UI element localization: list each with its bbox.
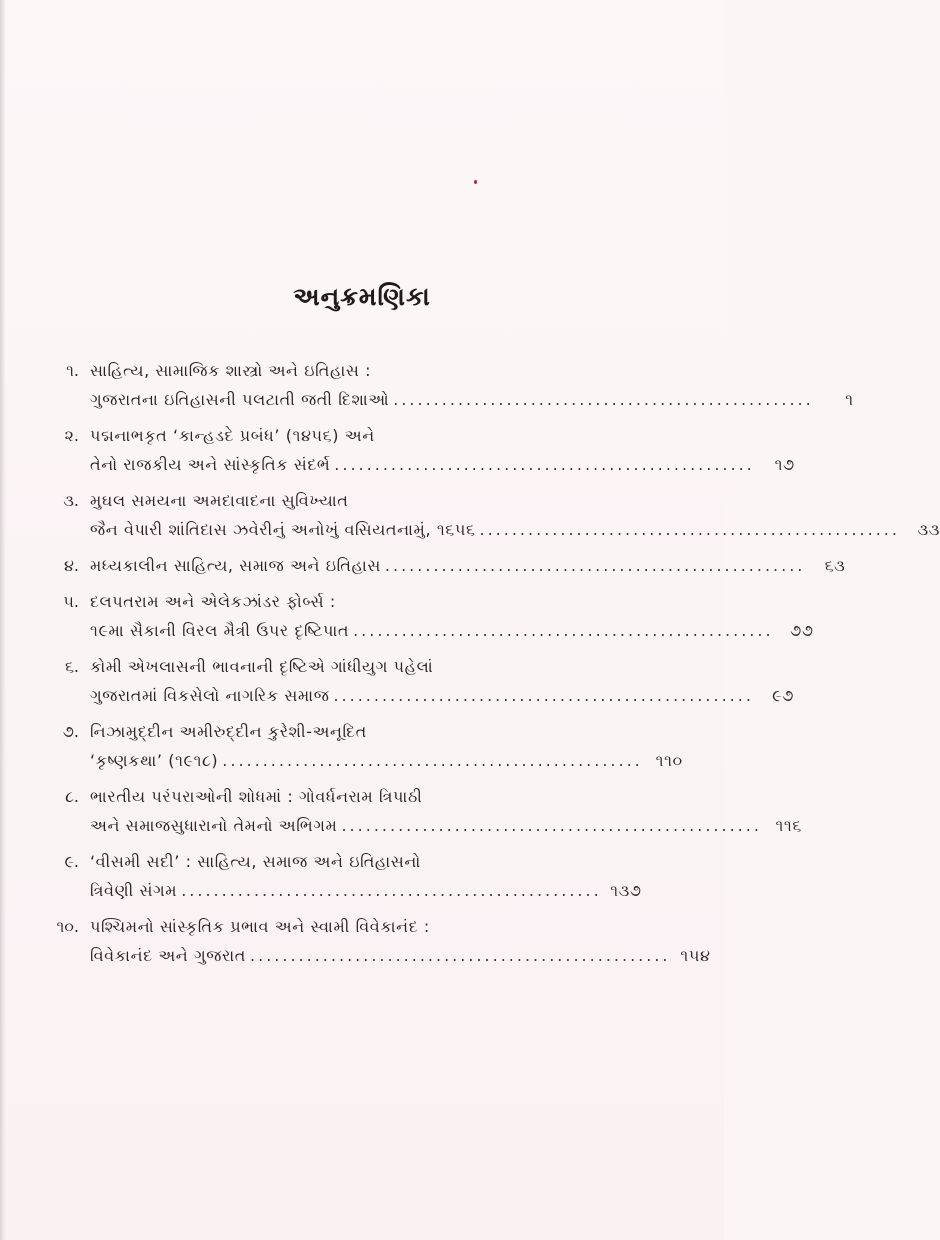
toc-entry — [0, 847, 724, 909]
toc-entry-page-number: ૬૩ — [824, 556, 846, 575]
toc-entry-text: સાહિત્ય, સામાજિક શાસ્ત્રો અને ઇતિહાસ : — [90, 361, 372, 380]
toc-entry-leader-line — [90, 450, 795, 479]
toc-entry-text: મધ્યકાલીન સાહિત્ય, સમાજ અને ઇતિહાસ — [90, 556, 381, 575]
toc-entry-number: ૬. — [64, 657, 79, 676]
toc-entry-leader-line — [90, 515, 940, 544]
toc-entry — [0, 782, 802, 844]
toc-entry — [0, 421, 795, 483]
toc-entry-number: ૭. — [62, 722, 79, 741]
toc-entry-page-number: ૯૭ — [772, 686, 794, 705]
toc-entry — [0, 486, 940, 548]
toc-entry-page-number: ૩૩ — [917, 520, 940, 539]
table-of-contents — [0, 356, 940, 977]
dot-leader: .................................................... — [222, 751, 643, 770]
toc-entry-text: મુઘલ સમયના અમદાવાદના સુવિખ્યાત — [90, 491, 349, 510]
toc-entry-text: નિઝામુદ્દીન અમીરુદ્દીન કુરેશી-અનૂદિત — [90, 722, 367, 741]
toc-entry-text: ગુજરાતના ઇતિહાસની પલટાતી જતી દિશાઓ — [90, 390, 390, 409]
toc-entry-number: ૮. — [65, 787, 79, 806]
dot-leader: .................................................... — [353, 621, 774, 640]
dot-leader: .................................................... — [333, 686, 754, 705]
toc-entry — [0, 551, 846, 584]
toc-entry-number: ૨. — [64, 426, 79, 445]
toc-entry — [0, 912, 724, 974]
toc-entry-number: ૧૦. — [56, 917, 79, 936]
toc-entry-number: ૩. — [63, 491, 79, 510]
dot-leader: .................................................... — [250, 946, 671, 965]
dot-leader: .................................................... — [181, 881, 602, 900]
toc-entry-text: અને સમાજસુધારાનો તેમનો અભિગમ — [90, 816, 338, 835]
toc-entry-text: પદ્મનાભકૃત ‘કાન્હડદે પ્રબંધ’ (૧૪૫૬) અને — [90, 426, 375, 445]
toc-entry-number: ૯. — [64, 852, 79, 871]
toc-entry — [0, 587, 814, 649]
contents-title: અનુક્રમણિકા — [293, 282, 431, 311]
toc-entry-text: દલપતરામ અને એલેકઝાંડર ફોર્બ્સ : — [90, 592, 336, 611]
toc-entry-leader-line — [90, 811, 802, 840]
ink-speck — [474, 180, 477, 184]
toc-entry — [0, 652, 794, 714]
toc-entry-text: જૈન વેપારી શાંતિદાસ ઝવેરીનું અનોખું વસિયતનામું, ૧૬૫૬ — [90, 520, 476, 539]
dot-leader: .................................................... — [393, 390, 814, 409]
toc-entry-text: કોમી એખલાસની ભાવનાની દૃષ્ટિએ ગાંધીયુગ પહેલાં — [90, 657, 434, 676]
dot-leader: .................................................... — [384, 556, 806, 575]
toc-entry-text: ત્રિવેણી સંગમ — [90, 881, 178, 900]
toc-entry-page-number: ૧૭ — [774, 455, 795, 474]
toc-entry — [0, 356, 854, 418]
toc-entry-page-number: ૧૫૪ — [680, 946, 711, 965]
toc-entry-leader-line — [90, 551, 846, 580]
dot-leader: .................................................... — [334, 455, 755, 474]
toc-entry-leader-line — [90, 681, 794, 710]
toc-entry-text: ‘વીસમી સદી’ : સાહિત્ય, સમાજ અને ઇતિહાસનો — [90, 852, 421, 871]
dot-leader: .................................................... — [341, 816, 762, 835]
toc-entry-leader-line — [90, 876, 642, 905]
toc-entry-text: વિવેકાનંદ અને ગુજરાત — [90, 946, 247, 965]
toc-entry-leader-line — [90, 941, 711, 970]
dot-leader: .................................................... — [479, 520, 900, 539]
toc-entry-page-number: ૧૧૦ — [655, 751, 683, 770]
toc-entry-leader-line — [90, 616, 814, 645]
toc-entry-text: ભારતીય પરંપરાઓની શોધમાં : ગોવર્ધનરામ ત્રિપાઠી — [90, 787, 423, 806]
toc-entry-leader-line — [90, 746, 683, 775]
toc-entry-text: પશ્ચિમનો સાંસ્કૃતિક પ્રભાવ અને સ્વામી વિવેકાનંદ : — [90, 917, 430, 936]
toc-entry-page-number: ૭૭ — [790, 621, 814, 640]
toc-entry-page-number: ૧૧૬ — [775, 816, 802, 835]
toc-entry-number: ૪. — [63, 556, 79, 575]
toc-entry-page-number: ૧ — [845, 390, 854, 409]
toc-entry — [0, 717, 724, 779]
toc-entry-text: તેનો રાજકીય અને સાંસ્કૃતિક સંદર્ભ — [90, 455, 331, 474]
toc-entry-number: ૫. — [63, 592, 79, 611]
toc-entry-page-number: ૧૩૭ — [610, 881, 642, 900]
toc-entry-number: ૧. — [66, 361, 79, 380]
toc-entry-text: ‘કૃષ્ણકથા’ (૧૯૧૮) — [90, 751, 219, 770]
toc-entry-text: ૧૯મા સૈકાની વિરલ મૈત્રી ઉપર દૃષ્ટિપાત — [90, 621, 350, 640]
toc-entry-text: ગુજરાતમાં વિકસેલો નાગરિક સમાજ — [90, 686, 330, 705]
toc-entry-leader-line — [90, 385, 854, 414]
